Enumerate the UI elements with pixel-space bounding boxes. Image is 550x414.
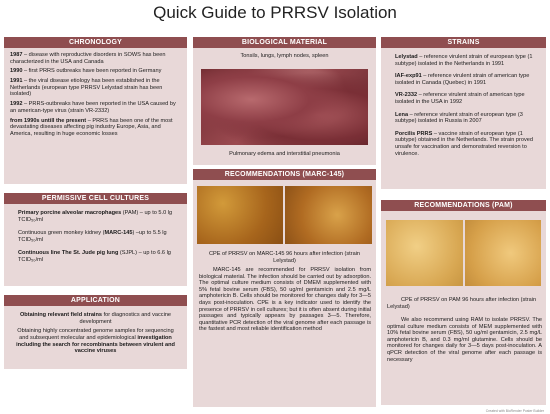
application-text xyxy=(4,306,187,355)
strain-item: Porcilis PRRS – vaccine strain of european type (1 subtype) obtained in the Netherlands. The strain proved unsafe for vaccination and demonstrated reversion to virulence. xyxy=(395,130,533,157)
strain-item: Lelystad – reference virulent strain of european type (1 subtype) isolated in the Netherlands in 1991 xyxy=(395,54,533,67)
chronology-header: CHRONOLOGY xyxy=(4,37,187,48)
cell-cultures-panel xyxy=(4,193,187,286)
chronology-item: 1991 – the viral disease etiology has been established in the Netherlands (european type PRRSV Lelystad strain has been isolated) xyxy=(10,78,163,98)
biological-caption: Pulmonary edema and interstitial pneumonia xyxy=(229,151,340,157)
cell-cultures-header: PERMISSIVE CELL CULTURES xyxy=(4,193,187,204)
page-title: Quick Guide to PRRSV Isolation xyxy=(153,3,397,22)
marc145-panel xyxy=(193,169,376,407)
pam-panel xyxy=(381,200,546,405)
marc145-header: RECOMMENDATIONS (MARC-145) xyxy=(193,169,376,180)
cell-culture-item: Continuous green monkey kidney (MARC-145) –up to 5.5 lg TCID₅₀/ml xyxy=(18,230,167,243)
cell-culture-item: Primary porcine alveolar macrophages (PAM) – up to 5.0 lg TCID₅₀/ml xyxy=(18,210,173,223)
biological-material-header: BIOLOGICAL MATERIAL xyxy=(193,37,376,48)
pam-cpe-image-left xyxy=(386,220,463,286)
strains-header: STRAINS xyxy=(381,37,546,48)
pam-header: RECOMMENDATIONS (PAM) xyxy=(381,200,546,211)
marc145-body: MARC-145 are recommended for PRRSV isolation from biological material. The infection should be carried out by adsorption. The optimal culture medium consists of DMEM supplemented with 5% fetal bovine serum (FBS), 50 ug/ml gentamicin and 2.5 mg/L amphotericin B. Cells should be monitored for changes daily for 3—5 days post-inoculation. CPE is a key indicator used to identify the presence of PRRSV in cell cultures; but it is often absent during initial passages and typically appears by passages 3—5. Therefore, quantitative PCR detection of the viral genome after each passage is the fastest and most reliable identification method xyxy=(199,267,371,333)
left-column xyxy=(4,37,187,369)
chronology-item: from 1990s untill the present – PRRS has been one of the most devastating diseases affecting pig industry Europe, Asia, and America, resulting in huge economic losses xyxy=(10,117,173,137)
application-item: Obtaining relevant field strains for diagnostics and vaccine development xyxy=(19,312,172,325)
pam-cpe-image-right xyxy=(465,220,541,286)
pam-body: We also recommend using RAM to isolate PRRSV. The optimal culture medium consists of MEM supplemented with 10% fetal bovine serum (FBS), 50 ug/ml gentamicin, 2.5 mg/L amphotericin B, and 0.3 mg/ml glutamine. Cells should be monitored for changes daily for 3—5 days post-inoculation. A qPCR detection of the viral genome after each passage is necessary xyxy=(387,317,542,363)
strain-item: Lena – reference virulent strain of european type (3 subtype) isolated in Russia in 2007 xyxy=(395,111,523,125)
chronology-item: 1987 – disease with reproductive disorders in SOWS has been characterized in the USA and Canada xyxy=(10,52,166,65)
biological-material-panel xyxy=(193,37,376,165)
biological-subtitle: Tonsils, lungs, lymph nodes, spleen xyxy=(240,53,329,59)
strain-item: IAF-exp91 – reference virulent strain of american type isolated in Canada (Quebec) in 1991 xyxy=(395,73,530,86)
chronology-list xyxy=(4,48,187,137)
middle-column xyxy=(193,37,376,407)
chronology-item: 1992 – PRRS-outbreaks have been reported in the USA caused by an american-type virus (strain VR-2332) xyxy=(10,101,176,114)
strain-item: VR-2332 – reference virulent strain of american type isolated in the USA in 1992 xyxy=(395,92,525,105)
application-item: Obtaining highly concentrated genome samples for sequencing and subsequent molecular and epidemiological investigation including the search for recombinants between virulent and vaccine viruses xyxy=(16,328,175,355)
strains-list xyxy=(381,48,546,157)
marc145-cpe-image-left xyxy=(197,186,283,244)
right-column xyxy=(381,37,546,405)
lung-tissue-image xyxy=(201,69,368,145)
strains-panel xyxy=(381,37,546,189)
application-panel xyxy=(4,295,187,369)
marc145-caption: CPE of PRRSV on MARC-145 96 hours after infection (strain Lelystad) xyxy=(208,251,361,264)
marc145-cpe-image-right xyxy=(285,186,372,244)
cell-cultures-list xyxy=(4,204,187,264)
cell-culture-item: Continuous line The St. Jude pig lung (SJPL) – up to 6.6 lg TCID₅₀/ml xyxy=(18,250,171,263)
chronology-panel xyxy=(4,37,187,184)
footer-credit: Created with BioRender Poster Builder xyxy=(485,409,544,413)
application-header: APPLICATION xyxy=(4,295,187,306)
chronology-item: 1990 – first PRRS outbreaks have been reported in Germany xyxy=(10,68,162,75)
pam-caption: CPE of PRRSV on PAM 96 hours after infection (strain Lelystad) xyxy=(387,297,537,310)
